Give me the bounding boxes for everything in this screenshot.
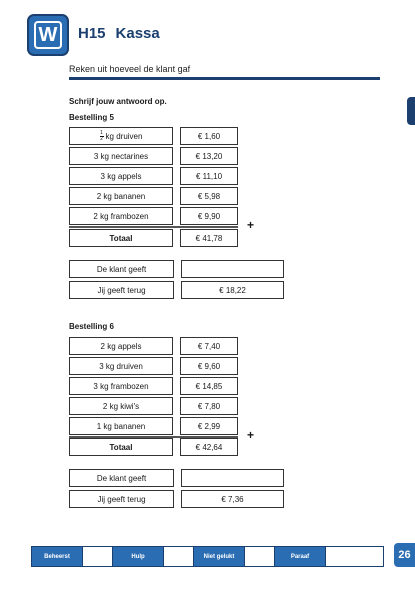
customer-gives-answer-box[interactable] (181, 469, 284, 487)
total-value: € 41,78 (180, 229, 238, 247)
order-item-name: 2 kg appels (69, 337, 173, 355)
customer-gives-label: De klant geeft (69, 469, 174, 487)
order-item-price: € 11,10 (180, 167, 238, 185)
side-tab-marker (407, 97, 415, 125)
order-title: Bestelling 6 (69, 322, 114, 331)
order-title: Bestelling 5 (69, 113, 114, 122)
order-item-price: € 1,60 (180, 127, 238, 145)
lesson-divider (69, 77, 380, 80)
logo-letter: W (34, 21, 62, 49)
order-item-name: 3 kg frambozen (69, 377, 173, 395)
assessment-box-niet-gelukt[interactable] (244, 547, 275, 566)
sum-line (69, 226, 238, 228)
plus-sign: + (247, 218, 255, 232)
item-label: kg druiven (105, 131, 143, 141)
instruction-text: Schrijf jouw antwoord op. (69, 97, 167, 106)
lesson-title: Reken uit hoeveel de klant gaf (69, 64, 191, 74)
assessment-label-niet-gelukt: Niet gelukt (194, 547, 244, 566)
worksheet-logo (27, 14, 69, 56)
you-return-value: € 7,36 (181, 490, 284, 508)
total-label: Totaal (69, 438, 173, 456)
chapter-title: Kassa (115, 25, 160, 42)
assessment-box-hulp[interactable] (163, 547, 194, 566)
order-item-name (69, 127, 173, 145)
order-item-price: € 7,80 (180, 397, 238, 415)
assessment-box-beheerst[interactable] (82, 547, 113, 566)
you-return-value: € 18,22 (181, 281, 284, 299)
order-item-name: 2 kg bananen (69, 187, 173, 205)
order-item-price: € 5,98 (180, 187, 238, 205)
you-return-label: Jij geeft terug (69, 490, 174, 508)
order-item-name: 1 kg bananen (69, 417, 173, 435)
order-item-price: € 9,90 (180, 207, 238, 225)
fraction-numerator: 1 (100, 129, 103, 136)
assessment-bar (31, 546, 384, 567)
assessment-label-beheerst: Beheerst (32, 547, 82, 566)
chapter-number: H15 (78, 25, 106, 42)
order-item-name: 3 kg appels (69, 167, 173, 185)
order-item-name: 3 kg nectarines (69, 147, 173, 165)
total-value: € 42,64 (180, 438, 238, 456)
assessment-label-paraaf: Paraaf (275, 547, 325, 566)
fraction-denominator: 2 (100, 135, 103, 142)
order-item-name: 2 kg frambozen (69, 207, 173, 225)
order-item-price: € 13,20 (180, 147, 238, 165)
order-item-name: 3 kg druiven (69, 357, 173, 375)
customer-gives-answer-box[interactable] (181, 260, 284, 278)
you-return-label: Jij geeft terug (69, 281, 174, 299)
order-item-price: € 7,40 (180, 337, 238, 355)
customer-gives-label: De klant geeft (69, 260, 174, 278)
order-item-price: € 2,99 (180, 417, 238, 435)
order-item-price: € 14,85 (180, 377, 238, 395)
chapter-heading (78, 25, 160, 42)
order-item-name: 2 kg kiwi's (69, 397, 173, 415)
page-number: 26 (394, 543, 415, 567)
total-label: Totaal (69, 229, 173, 247)
assessment-label-hulp: Hulp (113, 547, 163, 566)
fraction (100, 131, 104, 142)
assessment-box-paraaf[interactable] (325, 547, 383, 566)
order-item-price: € 9,60 (180, 357, 238, 375)
plus-sign: + (247, 428, 255, 442)
